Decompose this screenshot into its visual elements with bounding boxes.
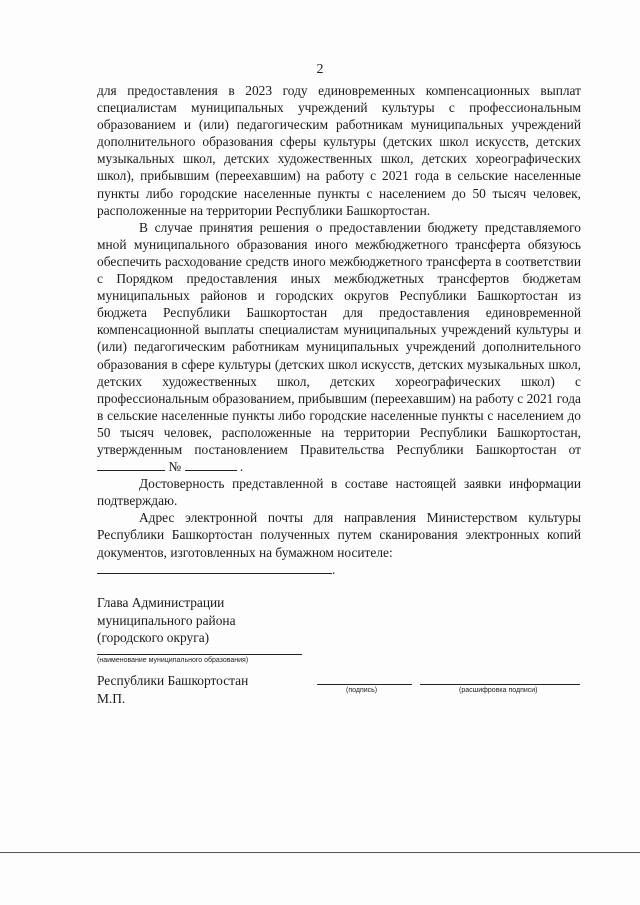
- signatory-title-line3: (городского округа): [97, 630, 210, 645]
- caption-decoding: (расшифровка подписи): [459, 687, 538, 694]
- paragraph-email-text: Адрес электронной почты для направления Министерством культуры Республики Башкортостан полученных путем сканирования электронных копий документов, изготовленных на бумажном носителе:: [97, 510, 581, 560]
- stamp-placeholder: М.П.: [97, 690, 126, 706]
- document-body: [97, 82, 581, 578]
- email-period: .: [332, 561, 336, 577]
- caption-signature: (подпись): [346, 687, 378, 694]
- municipality-name-line: [97, 654, 302, 655]
- signature-block: [97, 594, 587, 647]
- signatory-republic: Республики Башкортостан: [97, 673, 249, 688]
- signatory-republic-block: [97, 672, 248, 707]
- email-blank: [97, 561, 332, 574]
- signature-line: [317, 684, 412, 685]
- signatory-title-line2: муниципального района: [97, 612, 236, 628]
- paragraph-reliability: Достоверность представленной в составе настоящей заявки информации подтверждаю.: [97, 476, 581, 509]
- number-sign: №: [168, 459, 182, 475]
- paragraph-obligation-text: В случае принятия решения о предоставлении бюджету представляемого мной муниципального образования иного межбюджетного трансферта обязуюсь обеспечить расходование средств иного межбюджетного трансферта в соответствии с Порядком предоставления иных межбюджетных трансфертов бюджетам муниципальных районов и городских округов Республики Башкортостан из бюджета Республики Башкортостан для предоставления единовременной компенсационной выплаты специалистам муниципальных учреждений культуры и (или) педагогическим работникам муниципальных учреждений дополнительного образования в сфере культуры (детских школ искусств, детских музыкальных школ, детских художественных школ, детских хореографических школ) с профессиональным образованием, прибывшим (переехавшим) на работу с 2021 года в сельские населенные пункты либо городские населенные пункты с населением до 50 тысяч человек, расположенные на территории Республики Башкортостан, утвержденным постановлением Правительства Республики Башкортостан от: [97, 219, 581, 457]
- decoding-line: [420, 684, 580, 685]
- period-mark: .: [239, 459, 244, 475]
- caption-municipality: (наименование муниципального образования): [97, 657, 249, 664]
- date-blank: [97, 458, 165, 471]
- paragraph-email: [97, 509, 581, 577]
- scan-edge-line: [0, 852, 640, 853]
- signatory-title-line1: Глава Администрации: [97, 595, 225, 610]
- paragraph-purpose: для предоставления в 2023 году единовременных компенсационных выплат специалистам муниципальных учреждений культуры с профессиональным образованием и (или) педагогическим работникам муниципальных учреждений дополнительного образования сферы культуры (детских школ искусств, детских музыкальных школ, детских художественных школ, детских хореографических школ), прибывшим (переехавшим) на работу с 2021 года в сельские населенные пункты либо городские населенные пункты с населением до 50 тысяч человек, расположенные на территории Республики Башкортостан.: [97, 83, 581, 218]
- paragraph-obligation: [97, 219, 581, 475]
- page-number: 2: [316, 62, 324, 77]
- number-blank: [185, 458, 237, 471]
